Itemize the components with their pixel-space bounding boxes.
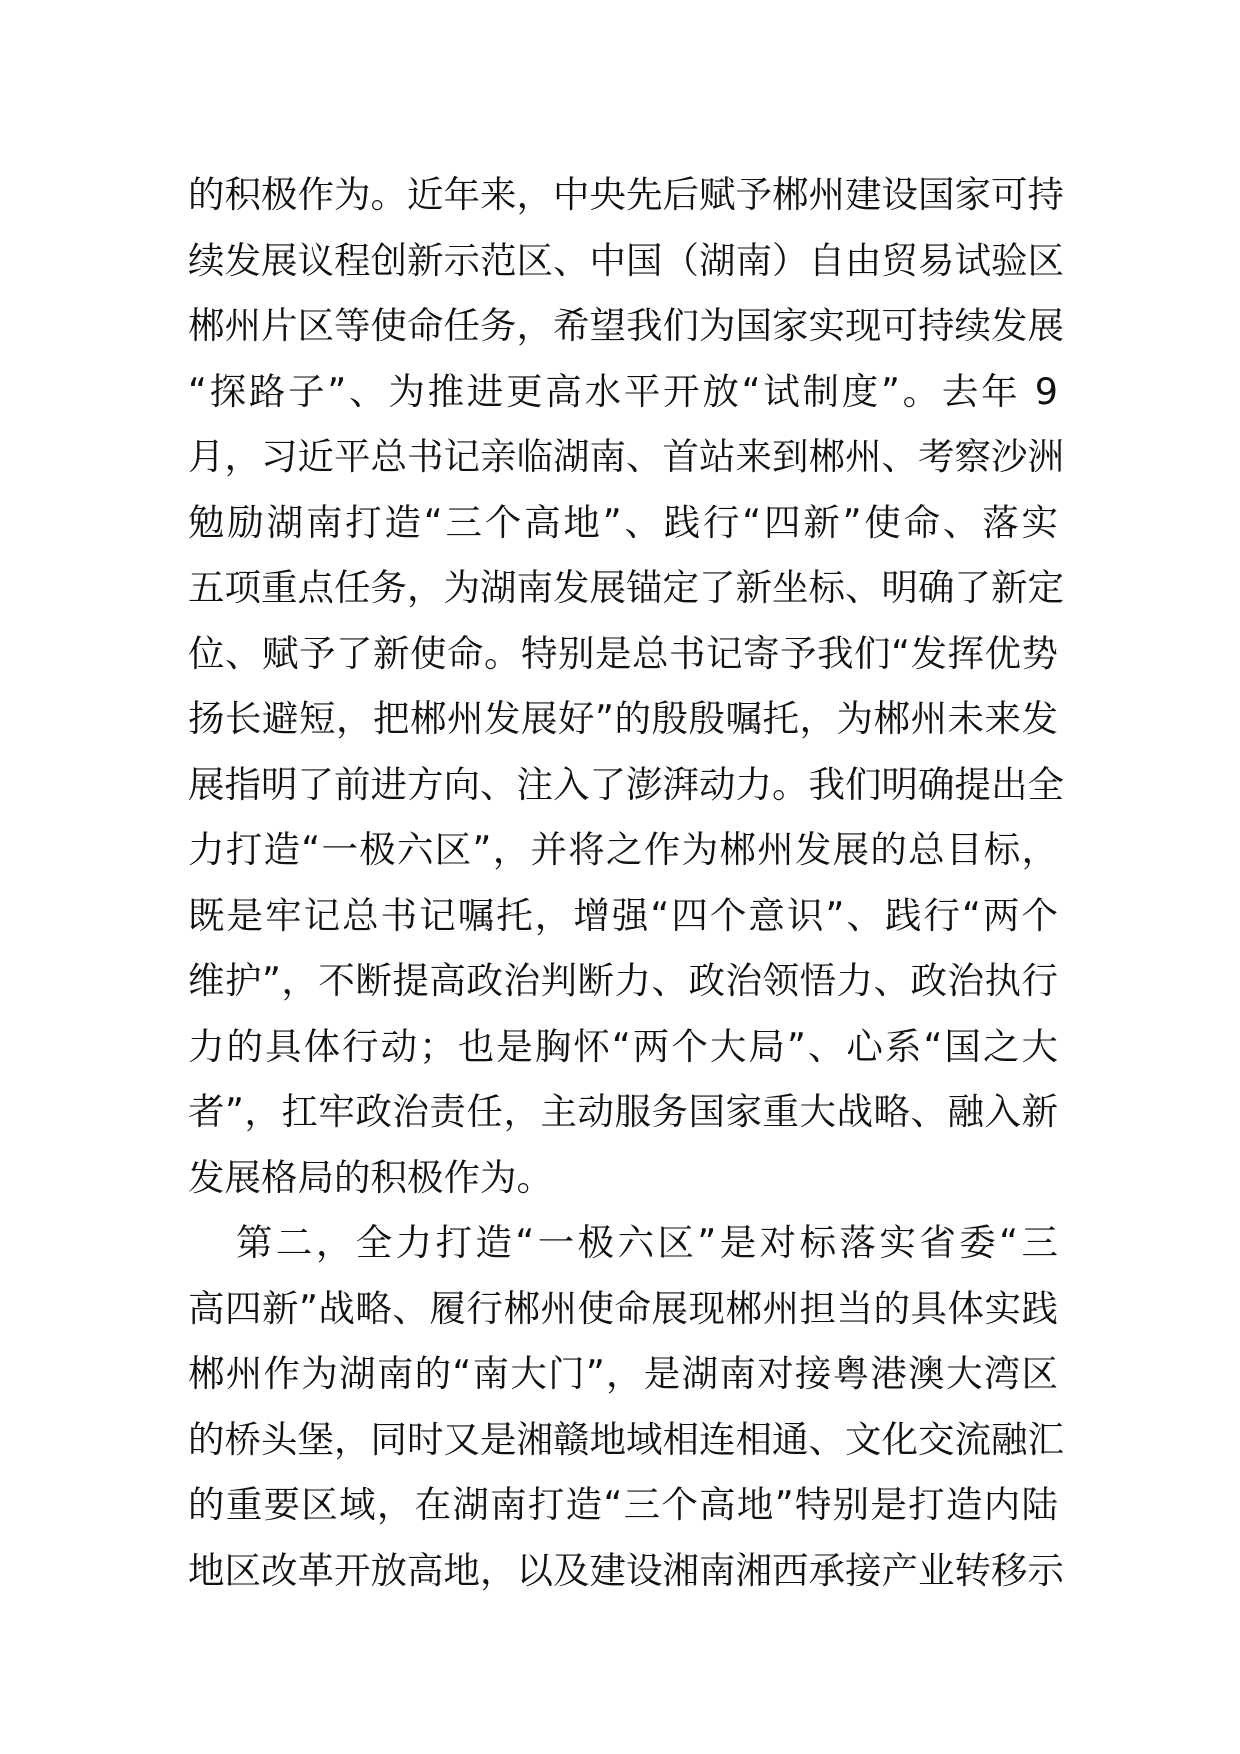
text-line: 既是牢记总书记嘱托，增强“四个意识”、践行“两个 [188, 893, 1058, 937]
text-line: 展指明了前进方向、注入了澎湃动力。我们明确提出全 [188, 762, 1064, 806]
text-line: 月，习近平总书记亲临湖南、首站来到郴州、考察沙洲 [188, 435, 1064, 478]
paragraph-start-line: 第二，全力打造“一极六区”是对标落实省委“三 [236, 1221, 1058, 1264]
text-line: 的重要区域，在湖南打造“三个高地”特别是打造内陆 [188, 1483, 1058, 1526]
text-line: 位、赋予了新使命。特别是总书记寄予我们“发挥优势 [188, 631, 1058, 675]
text-line: 的积极作为。近年来，中央先后赋予郴州建设国家可持 [188, 173, 1064, 216]
text-line: 地区改革开放高地，以及建设湘南湘西承接产业转移示 [188, 1548, 1064, 1592]
text-line: 郴州片区等使命任务，希望我们为国家实现可持续发展 [188, 304, 1064, 347]
text-line: 的桥头堡，同时又是湘赣地域相连相通、文化交流融汇 [188, 1417, 1064, 1461]
text-line: 郴州作为湖南的“南大门”，是湖南对接粤港澳大湾区 [188, 1352, 1058, 1395]
text-line: 维护”，不断提高政治判断力、政治领悟力、政治执行 [188, 959, 1058, 1002]
text-line: 续发展议程创新示范区、中国（湖南）自由贸易试验区 [188, 238, 1064, 282]
text-line: “探路子”、为推进更高水平开放“试制度”。去年 9 [188, 369, 1058, 413]
paragraph-end-line: 发展格局的积极作为。 [188, 1155, 553, 1199]
text-line: 力打造“一极六区”，并将之作为郴州发展的总目标， [188, 828, 1058, 871]
text-line: 五项重点任务，为湖南发展锚定了新坐标、明确了新定 [188, 566, 1064, 609]
text-line: 高四新”战略、履行郴州使命展现郴州担当的具体实践 [188, 1286, 1058, 1330]
text-line: 勉励湖南打造“三个高地”、践行“四新”使命、落实 [188, 500, 1058, 544]
body-text [188, 162, 1064, 1603]
text-line: 力的具体行动；也是胸怀“两个大局”、心系“国之大 [188, 1024, 1058, 1068]
text-line: 者”，扛牢政治责任，主动服务国家重大战略、融入新 [188, 1090, 1058, 1133]
text-line: 扬长避短，把郴州发展好”的殷殷嘱托，为郴州未来发 [188, 697, 1058, 740]
